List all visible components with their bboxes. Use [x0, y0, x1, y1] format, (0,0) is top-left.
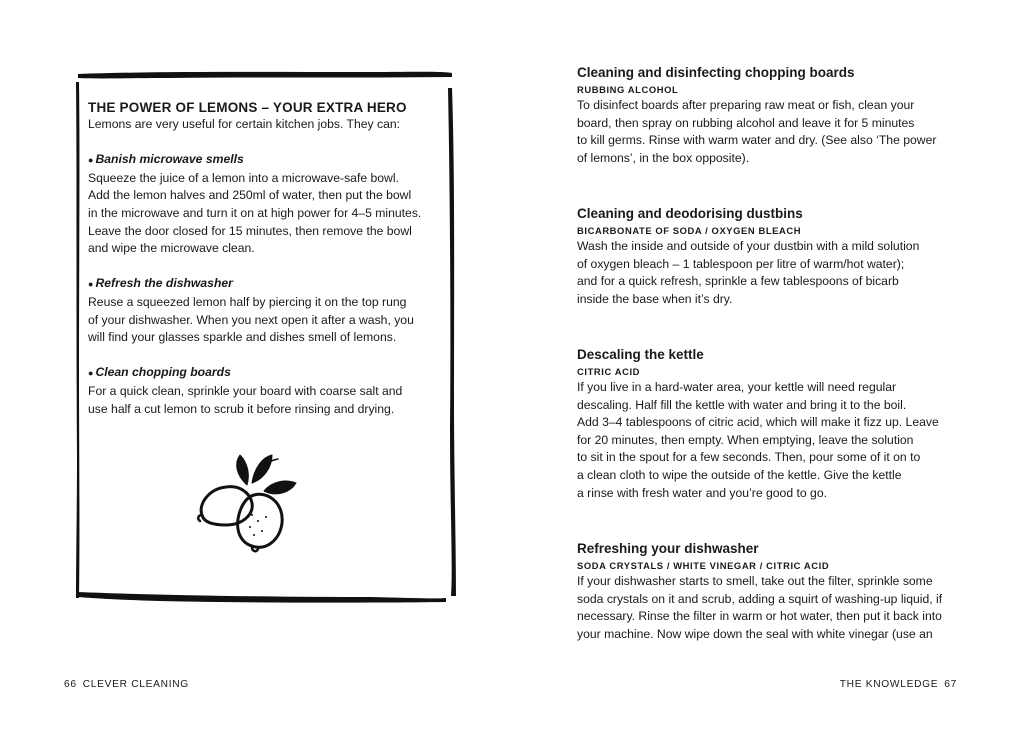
section-line: Wash the inside and outside of your dustbin with a mild solution	[577, 239, 920, 253]
page-folio-right	[840, 678, 957, 692]
section-line: Add 3–4 tablespoons of citric acid, which will make it fizz up. Leave	[577, 415, 939, 430]
page-folio-left	[64, 678, 189, 692]
section-line: If your dishwasher starts to smell, take out the filter, sprinkle some	[577, 574, 933, 588]
tip-line: in the microwave and turn it on at high power for 4–5 minutes.	[88, 205, 422, 220]
bullet-dot-icon: ●	[88, 155, 94, 166]
lemons-tip-box	[88, 99, 438, 418]
page-number: 66	[64, 679, 77, 690]
section-line: To disinfect boards after preparing raw meat or fish, clean your	[577, 98, 915, 112]
tip-line: For a quick clean, sprinkle your board with coarse salt and	[88, 383, 403, 398]
section-subheading: RUBBING ALCOHOL	[577, 84, 679, 95]
tip-line: Reuse a squeezed lemon half by piercing it on the top rung	[88, 294, 407, 309]
section-subheading: SODA CRYSTALS / WHITE VINEGAR / CITRIC ACID	[577, 560, 830, 571]
tip-line: Leave the door closed for 15 minutes, then remove the bowl	[88, 223, 412, 238]
section-chopping-boards	[577, 64, 947, 167]
section-line: inside the base when it’s dry.	[577, 291, 733, 306]
section-line: soda crystals on it and scrub, adding a squirt of washing-up liquid, if	[577, 591, 943, 606]
section-heading: Descaling the kettle	[577, 347, 704, 362]
tip-line: of your dishwasher. When you next open it after a wash, you	[88, 312, 414, 327]
section-line: a rinse with fresh water and you’re good to go.	[577, 485, 827, 500]
section-line: your machine. Now wipe down the seal with white vinegar (use an	[577, 626, 933, 641]
bullet-dot-icon: ●	[88, 279, 94, 290]
tip-heading: ● Clean chopping boards	[88, 365, 231, 380]
running-header: THE KNOWLEDGE	[839, 679, 939, 690]
section-line: If you live in a hard-water area, your kettle will need regular	[577, 380, 897, 394]
section-heading: Cleaning and disinfecting chopping boards	[577, 65, 855, 80]
section-subheading: CITRIC ACID	[577, 366, 641, 377]
section-line: to kill germs. Rinse with warm water and dry. (See also ‘The power	[577, 133, 937, 148]
section-heading: Refreshing your dishwasher	[577, 541, 759, 556]
section-heading: Cleaning and deodorising dustbins	[577, 206, 803, 221]
section-line: board, then spray on rubbing alcohol and leave it for 5 minutes	[577, 115, 915, 130]
section-line: for 20 minutes, then empty. When emptying, leave the solution	[577, 432, 914, 447]
running-header: CLEVER CLEANING	[82, 679, 189, 690]
tip-line: and wipe the microwave clean.	[88, 241, 255, 256]
section-dishwasher	[577, 540, 947, 643]
section-line: to sit in the spout for a few seconds. Then, pour some of it on to	[577, 450, 921, 465]
tip-line: Add the lemon halves and 250ml of water, then put the bowl	[88, 188, 412, 203]
section-line: necessary. Rinse the filter in warm or hot water, then put it back into	[577, 609, 942, 624]
section-line: and for a quick refresh, sprinkle a few tablespoons of bicarb	[577, 274, 899, 289]
section-line: of lemons’, in the box opposite).	[577, 150, 750, 165]
box-intro: Lemons are very useful for certain kitchen jobs. They can:	[88, 117, 401, 131]
section-line: a clean cloth to wipe the outside of the kettle. Give the kettle	[577, 467, 902, 482]
tip-heading: ● Refresh the dishwasher	[88, 276, 233, 291]
lemons-illustration-icon	[192, 445, 312, 557]
tip-line: use half a cut lemon to scrub it before rinsing and drying.	[88, 401, 395, 416]
page-number: 67	[944, 679, 957, 690]
section-line: descaling. Half fill the kettle with water and bring it to the boil.	[577, 397, 907, 412]
section-line: of oxygen bleach – 1 tablespoon per litre of warm/hot water);	[577, 256, 905, 271]
section-kettle	[577, 346, 947, 502]
tip-heading: ● Banish microwave smells	[88, 152, 244, 167]
tip-line: will find your glasses sparkle and dishes smell of lemons.	[88, 330, 397, 345]
bullet-dot-icon: ●	[88, 368, 94, 379]
box-title: THE POWER OF LEMONS – YOUR EXTRA HERO	[88, 100, 407, 115]
section-subheading: BICARBONATE OF SODA / OXYGEN BLEACH	[577, 225, 802, 236]
section-dustbins	[577, 205, 947, 308]
tip-line: Squeeze the juice of a lemon into a microwave-safe bowl.	[88, 170, 399, 185]
